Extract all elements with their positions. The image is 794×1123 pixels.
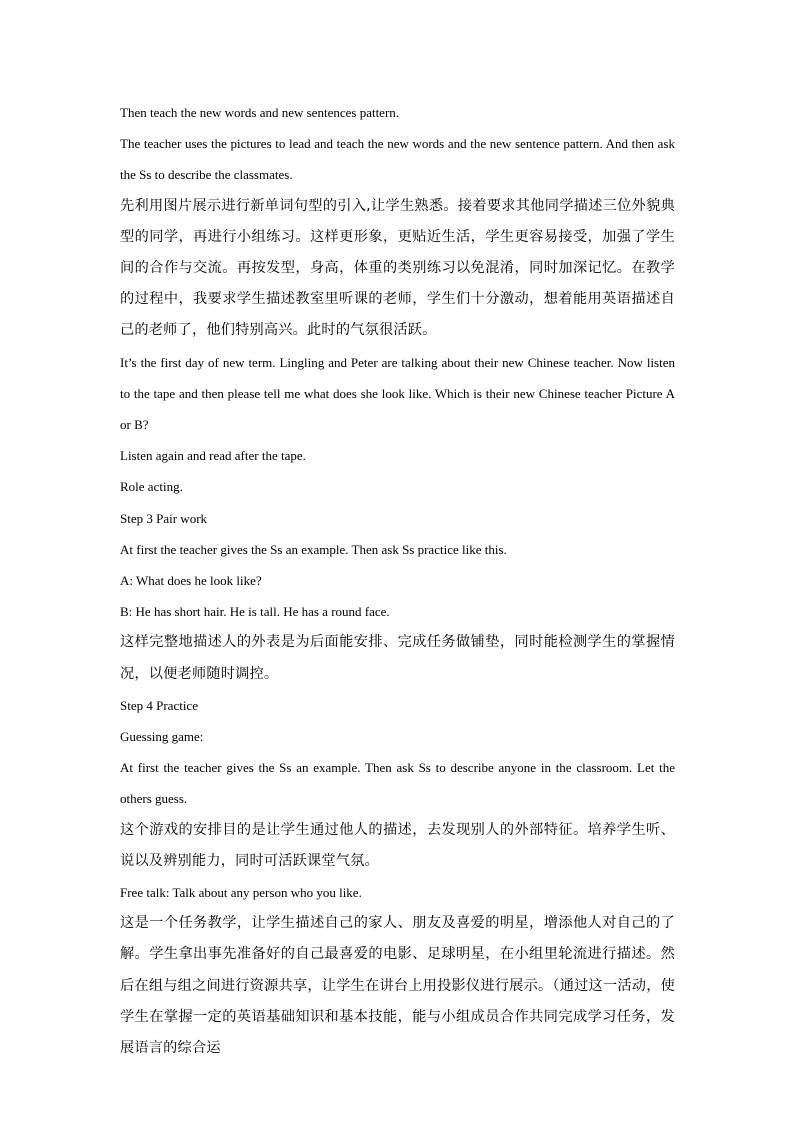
paragraph-teacher-uses-pictures: The teacher uses the pictures to lead and teach the new words and the new sentence pattern. And then ask the Ss to describe the classmates. (120, 136, 675, 183)
dialogue-line-b: B: He has short hair. He is tall. He has a round face. (120, 604, 390, 620)
paragraph-first-day-new-term: It’s the first day of new term. Lingling and Peter are talking about their new Chinese teacher. Now listen to the tape and then please tell me what does she look like. Which is their new Chinese teacher Picture A or B? (120, 354, 675, 433)
paragraph-chinese-intro: 先利用图片展示进行新单词句型的引入,让学生熟悉。接着要求其他同学描述三位外貌典型的同学，再进行小组练习。这样更形象，更贴近生活，学生更容易接受，加强了学生间的合作与交流。再按发型，身高，体重的类别练习以免混淆，同时加深记忆。在教学的过程中，我要求学生描述教室里听课的老师，学生们十分激动，想着能用英语描述自己的老师了，他们特别高兴。此时的气氛很活跃。 (120, 197, 675, 339)
dialogue-line-a: A: What does he look like? (120, 573, 262, 589)
heading-step-3: Step 3 Pair work (120, 510, 208, 526)
heading-step-4: Step 4 Practice (120, 697, 198, 713)
paragraph-chinese-task: 这是一个任务教学，让学生描述自己的家人、朋友及喜爱的明星，增添他人对自己的了解。学生拿出事先准备好的自己最喜爱的电影、足球明星，在小组里轮流进行描述。然后在组与组之间进行资源共享，让学生在讲台上用投影仪进行展示。（通过这一活动，使学生在掌握一定的英语基础知识和基本技能，能与小组成员合作共同完成学习任务，发展语言的综合运 (120, 915, 675, 1057)
paragraph-free-talk: Free talk: Talk about any person who you like. (120, 885, 362, 901)
paragraph-teach-new-words: Then teach the new words and new sentences pattern. (120, 105, 400, 120)
paragraph-listen-again: Listen again and read after the tape. (120, 448, 306, 464)
document-body (120, 97, 675, 1064)
paragraph-role-acting: Role acting. (120, 479, 183, 495)
paragraph-practice-example: At first the teacher gives the Ss an example. Then ask Ss to describe anyone in the classroom. Let the others guess. (120, 760, 675, 807)
paragraph-chinese-game: 这个游戏的安排目的是让学生通过他人的描述，去发现别人的外部特征。培养学生听、说以及辨别能力，同时可活跃课堂气氛。 (120, 821, 675, 869)
paragraph-guessing-game: Guessing game: (120, 729, 204, 745)
paragraph-chinese-description: 这样完整地描述人的外表是为后面能安排、完成任务做铺垫，同时能检测学生的掌握情况，以便老师随时调控。 (120, 634, 675, 682)
paragraph-pair-work-example: At first the teacher gives the Ss an example. Then ask Ss practice like this. (120, 541, 507, 557)
